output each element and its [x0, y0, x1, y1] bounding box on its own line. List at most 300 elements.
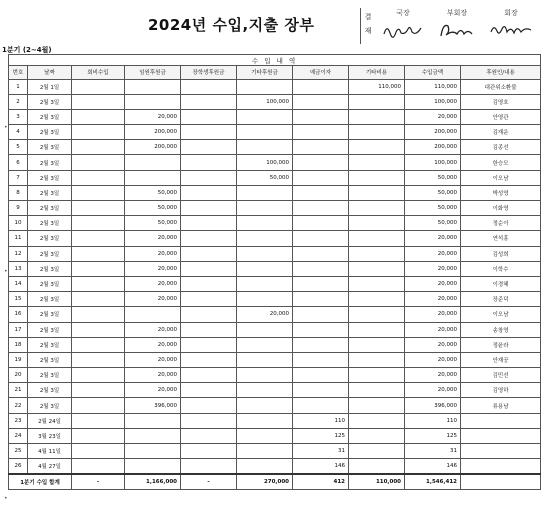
table-cell: 정윤라: [461, 337, 541, 352]
table-cell: [237, 352, 293, 367]
table-cell: [237, 337, 293, 352]
table-cell: [293, 109, 349, 124]
table-cell: 이학수: [461, 261, 541, 276]
total-cell: 270,000: [237, 474, 293, 490]
table-cell: 2월 3일: [28, 398, 72, 413]
table-cell: [72, 352, 125, 367]
table-cell: [349, 140, 405, 155]
table-cell: [125, 94, 181, 109]
table-cell: 20,000: [125, 337, 181, 352]
table-cell: 396,000: [125, 398, 181, 413]
table-cell: [72, 444, 125, 459]
table-row: [9, 216, 541, 231]
table-cell: 20,000: [125, 261, 181, 276]
table-cell: 20,000: [405, 109, 461, 124]
table-cell: [72, 216, 125, 231]
table-cell: [181, 79, 237, 94]
table-cell: 22: [9, 398, 28, 413]
total-cell: -: [72, 474, 125, 490]
table-cell: 김재운: [461, 125, 541, 140]
table-cell: [181, 261, 237, 276]
table-row: [9, 155, 541, 170]
table-cell: 14: [9, 276, 28, 291]
table-cell: [293, 322, 349, 337]
table-cell: 김영호: [461, 94, 541, 109]
table-cell: [181, 246, 237, 261]
approval-vice-president: [429, 8, 485, 44]
table-cell: [72, 94, 125, 109]
table-cell: [293, 261, 349, 276]
table-cell: 25: [9, 444, 28, 459]
margin-mark: •: [4, 124, 8, 131]
table-cell: 5: [9, 140, 28, 155]
table-cell: [181, 292, 237, 307]
table-cell: [237, 413, 293, 428]
approval-label: 결재: [364, 13, 372, 35]
table-cell: [72, 383, 125, 398]
column-header: 기타후원금: [237, 66, 293, 80]
table-cell: 3: [9, 109, 28, 124]
table-cell: [181, 337, 237, 352]
table-cell: [181, 322, 237, 337]
total-cell: 110,000: [349, 474, 405, 490]
table-cell: 200,000: [405, 125, 461, 140]
table-cell: 100,000: [405, 155, 461, 170]
table-cell: [181, 307, 237, 322]
table-cell: [72, 246, 125, 261]
table-cell: [237, 383, 293, 398]
table-cell: [461, 459, 541, 474]
column-header: 회비수입: [72, 66, 125, 80]
table-cell: 11: [9, 231, 28, 246]
table-cell: [125, 459, 181, 474]
table-cell: [181, 398, 237, 413]
period-label: 1분기 (2~4월): [2, 46, 52, 54]
table-cell: [237, 216, 293, 231]
table-cell: 6: [9, 155, 28, 170]
director-signature: [375, 18, 431, 42]
table-cell: 2월 3일: [28, 337, 72, 352]
table-cell: 20,000: [125, 276, 181, 291]
table-cell: 125: [405, 428, 461, 443]
table-cell: [72, 261, 125, 276]
table-cell: [349, 185, 405, 200]
table-cell: 20,000: [237, 307, 293, 322]
table-cell: 18: [9, 337, 28, 352]
table-cell: [293, 246, 349, 261]
table-cell: 정순이: [461, 216, 541, 231]
table-cell: [181, 444, 237, 459]
table-cell: [349, 307, 405, 322]
column-header: 장학생후원금: [181, 66, 237, 80]
table-cell: 50,000: [405, 216, 461, 231]
table-cell: [349, 322, 405, 337]
table-cell: [181, 201, 237, 216]
table-cell: 200,000: [125, 140, 181, 155]
table-cell: 15: [9, 292, 28, 307]
table-cell: [293, 368, 349, 383]
table-cell: [72, 109, 125, 124]
total-cell: -: [181, 474, 237, 490]
table-cell: [181, 216, 237, 231]
table-cell: 류용남: [461, 398, 541, 413]
table-row: [9, 109, 541, 124]
table-cell: [72, 276, 125, 291]
table-cell: 13: [9, 261, 28, 276]
table-cell: [349, 170, 405, 185]
table-cell: 대관위소환불: [461, 79, 541, 94]
table-cell: [237, 125, 293, 140]
table-cell: [293, 216, 349, 231]
table-cell: 20,000: [405, 383, 461, 398]
table-cell: [237, 109, 293, 124]
table-cell: [349, 383, 405, 398]
total-cell: [461, 474, 541, 490]
table-cell: 20,000: [405, 368, 461, 383]
table-cell: 20,000: [405, 261, 461, 276]
table-cell: 16: [9, 307, 28, 322]
table-row: [9, 125, 541, 140]
margin-mark: •: [4, 495, 8, 502]
column-header: 수입금액: [405, 66, 461, 80]
table-cell: [237, 79, 293, 94]
table-cell: 20,000: [405, 322, 461, 337]
table-cell: [237, 444, 293, 459]
table-cell: 장준덕: [461, 292, 541, 307]
table-cell: [181, 140, 237, 155]
table-cell: [181, 383, 237, 398]
table-row: [9, 398, 541, 413]
table-cell: [349, 109, 405, 124]
table-cell: [349, 444, 405, 459]
total-cell: 1,546,412: [405, 474, 461, 490]
table-cell: [349, 413, 405, 428]
approval-box: [360, 8, 540, 44]
table-cell: 이경혜: [461, 276, 541, 291]
approval-role-director: 국장: [396, 9, 410, 17]
table-cell: [349, 125, 405, 140]
table-row: [9, 292, 541, 307]
table-row: [9, 231, 541, 246]
table-cell: 110,000: [405, 79, 461, 94]
table-cell: 200,000: [125, 125, 181, 140]
table-row: [9, 307, 541, 322]
ledger-title: 2024년 수입,지출 장부: [148, 16, 315, 34]
table-cell: 200,000: [405, 140, 461, 155]
table-cell: 20: [9, 368, 28, 383]
table-cell: 3월 23일: [28, 428, 72, 443]
total-label: 1분기 수입 합계: [9, 474, 72, 490]
table-cell: [461, 444, 541, 459]
table-cell: 20,000: [405, 307, 461, 322]
table-cell: [72, 201, 125, 216]
table-cell: [349, 201, 405, 216]
table-cell: 20,000: [125, 322, 181, 337]
table-cell: 20,000: [405, 231, 461, 246]
table-cell: 23: [9, 413, 28, 428]
table-cell: 2월 3일: [28, 170, 72, 185]
table-cell: 50,000: [405, 170, 461, 185]
table-cell: [349, 155, 405, 170]
table-cell: 1: [9, 79, 28, 94]
table-row: [9, 383, 541, 398]
table-cell: [293, 383, 349, 398]
table-cell: 2월 24일: [28, 413, 72, 428]
table-cell: 21: [9, 383, 28, 398]
table-cell: 2월 3일: [28, 368, 72, 383]
table-cell: [72, 185, 125, 200]
table-cell: [181, 155, 237, 170]
table-cell: [237, 201, 293, 216]
table-cell: 50,000: [405, 201, 461, 216]
table-cell: 125: [293, 428, 349, 443]
table-cell: [349, 428, 405, 443]
table-cell: [349, 292, 405, 307]
table-cell: 20,000: [405, 292, 461, 307]
table-cell: 2: [9, 94, 28, 109]
table-cell: [125, 444, 181, 459]
table-cell: [349, 337, 405, 352]
table-cell: [72, 428, 125, 443]
total-cell: 412: [293, 474, 349, 490]
table-cell: 50,000: [405, 185, 461, 200]
table-cell: 19: [9, 352, 28, 367]
table-cell: [72, 170, 125, 185]
table-row: [9, 444, 541, 459]
table-cell: [293, 140, 349, 155]
approval-president: [483, 8, 539, 44]
table-cell: 이오남: [461, 307, 541, 322]
total-cell: 1,166,000: [125, 474, 181, 490]
table-cell: [72, 125, 125, 140]
table-cell: [293, 185, 349, 200]
vice-president-signature: [429, 18, 485, 42]
table-cell: [293, 155, 349, 170]
table-cell: 100,000: [405, 94, 461, 109]
table-cell: 110: [293, 413, 349, 428]
table-cell: [181, 231, 237, 246]
table-cell: 20,000: [125, 231, 181, 246]
table-cell: 2월 3일: [28, 231, 72, 246]
margin-mark: •: [4, 268, 8, 275]
table-cell: [72, 79, 125, 94]
column-header: 기타비용: [349, 66, 405, 80]
table-cell: [72, 459, 125, 474]
table-cell: [237, 246, 293, 261]
table-cell: 31: [293, 444, 349, 459]
table-caption: 수 입 내 역: [9, 55, 541, 66]
table-cell: 20,000: [125, 246, 181, 261]
table-row: [9, 413, 541, 428]
table-cell: [293, 276, 349, 291]
table-row: [9, 459, 541, 474]
table-cell: 9: [9, 201, 28, 216]
table-cell: [349, 261, 405, 276]
table-cell: [293, 307, 349, 322]
table-cell: [293, 170, 349, 185]
table-cell: [237, 276, 293, 291]
column-header: 예금이자: [293, 66, 349, 80]
table-row: [9, 94, 541, 109]
table-cell: 2월 3일: [28, 292, 72, 307]
table-cell: 2월 3일: [28, 322, 72, 337]
table-cell: 50,000: [125, 185, 181, 200]
table-cell: [293, 398, 349, 413]
table-cell: [181, 94, 237, 109]
table-cell: [237, 185, 293, 200]
table-cell: 박성영: [461, 185, 541, 200]
document-header: [8, 4, 540, 44]
column-header: 날짜: [28, 66, 72, 80]
table-cell: 2월 3일: [28, 140, 72, 155]
table-cell: 31: [405, 444, 461, 459]
table-cell: 김민선: [461, 368, 541, 383]
table-cell: 396,000: [405, 398, 461, 413]
column-header: 번호: [9, 66, 28, 80]
table-cell: [293, 94, 349, 109]
table-cell: 12: [9, 246, 28, 261]
table-cell: [237, 459, 293, 474]
table-cell: 2월 3일: [28, 276, 72, 291]
table-cell: 김종선: [461, 140, 541, 155]
table-cell: 20,000: [405, 337, 461, 352]
table-cell: [237, 140, 293, 155]
table-cell: [125, 170, 181, 185]
table-cell: 2월 3일: [28, 383, 72, 398]
table-cell: 24: [9, 428, 28, 443]
table-cell: 2월 3일: [28, 109, 72, 124]
table-cell: [349, 459, 405, 474]
table-cell: [181, 170, 237, 185]
table-cell: [72, 398, 125, 413]
table-cell: [181, 185, 237, 200]
table-cell: 2월 3일: [28, 216, 72, 231]
table-cell: [72, 368, 125, 383]
table-cell: 한승모: [461, 155, 541, 170]
table-cell: [349, 398, 405, 413]
table-cell: [237, 322, 293, 337]
table-cell: 146: [405, 459, 461, 474]
table-cell: 7: [9, 170, 28, 185]
income-table: [8, 54, 541, 490]
table-cell: [72, 307, 125, 322]
table-cell: [237, 261, 293, 276]
table-cell: [461, 413, 541, 428]
column-header: 임원후원금: [125, 66, 181, 80]
table-cell: [72, 413, 125, 428]
table-cell: 2월 3일: [28, 352, 72, 367]
table-cell: [72, 292, 125, 307]
table-cell: 100,000: [237, 155, 293, 170]
table-row: [9, 428, 541, 443]
table-cell: [293, 352, 349, 367]
table-cell: [293, 79, 349, 94]
table-cell: 4월 27일: [28, 459, 72, 474]
table-cell: [293, 292, 349, 307]
table-cell: 110: [405, 413, 461, 428]
table-cell: [349, 216, 405, 231]
approval-role-vice-president: 부회장: [446, 9, 468, 17]
table-cell: [125, 155, 181, 170]
table-cell: [349, 231, 405, 246]
table-cell: [72, 231, 125, 246]
table-cell: [181, 459, 237, 474]
table-cell: [181, 428, 237, 443]
table-row: [9, 322, 541, 337]
table-cell: [181, 125, 237, 140]
table-cell: 8: [9, 185, 28, 200]
approval-director: [375, 8, 431, 44]
table-cell: [237, 292, 293, 307]
table-row: [9, 261, 541, 276]
table-row: [9, 246, 541, 261]
table-cell: [181, 352, 237, 367]
table-cell: 2월 3일: [28, 246, 72, 261]
table-cell: [72, 155, 125, 170]
table-cell: [349, 368, 405, 383]
table-cell: 4월 11일: [28, 444, 72, 459]
table-cell: [237, 231, 293, 246]
table-cell: [237, 368, 293, 383]
table-cell: [181, 368, 237, 383]
table-cell: [349, 352, 405, 367]
table-cell: 송창영: [461, 322, 541, 337]
president-signature: [483, 18, 539, 42]
table-row: [9, 170, 541, 185]
table-cell: 10: [9, 216, 28, 231]
table-cell: [237, 428, 293, 443]
table-cell: [293, 125, 349, 140]
table-cell: 2월 3일: [28, 201, 72, 216]
table-row: [9, 201, 541, 216]
table-cell: 2월 3일: [28, 261, 72, 276]
total-row: [9, 474, 541, 490]
table-cell: [349, 246, 405, 261]
table-cell: 50,000: [237, 170, 293, 185]
table-cell: 100,000: [237, 94, 293, 109]
approval-role-president: 회장: [504, 9, 518, 17]
table-cell: 110,000: [349, 79, 405, 94]
table-row: [9, 185, 541, 200]
table-cell: 안영관: [461, 109, 541, 124]
table-cell: 이화영: [461, 201, 541, 216]
table-cell: [72, 140, 125, 155]
table-cell: [293, 201, 349, 216]
table-cell: 2월 3일: [28, 307, 72, 322]
table-cell: 2월 3일: [28, 125, 72, 140]
table-cell: 20,000: [405, 246, 461, 261]
table-row: [9, 337, 541, 352]
table-cell: 20,000: [125, 352, 181, 367]
table-cell: 연석흥: [461, 231, 541, 246]
table-cell: [237, 398, 293, 413]
table-cell: [461, 428, 541, 443]
table-cell: [125, 428, 181, 443]
table-cell: 2월 3일: [28, 155, 72, 170]
table-row: [9, 352, 541, 367]
table-cell: 17: [9, 322, 28, 337]
table-cell: 4: [9, 125, 28, 140]
table-cell: [72, 322, 125, 337]
table-cell: [125, 307, 181, 322]
table-row: [9, 140, 541, 155]
table-cell: [125, 79, 181, 94]
table-body: [9, 79, 541, 490]
table-cell: [293, 337, 349, 352]
table-cell: 안재공: [461, 352, 541, 367]
table-cell: [349, 94, 405, 109]
table-cell: [349, 276, 405, 291]
